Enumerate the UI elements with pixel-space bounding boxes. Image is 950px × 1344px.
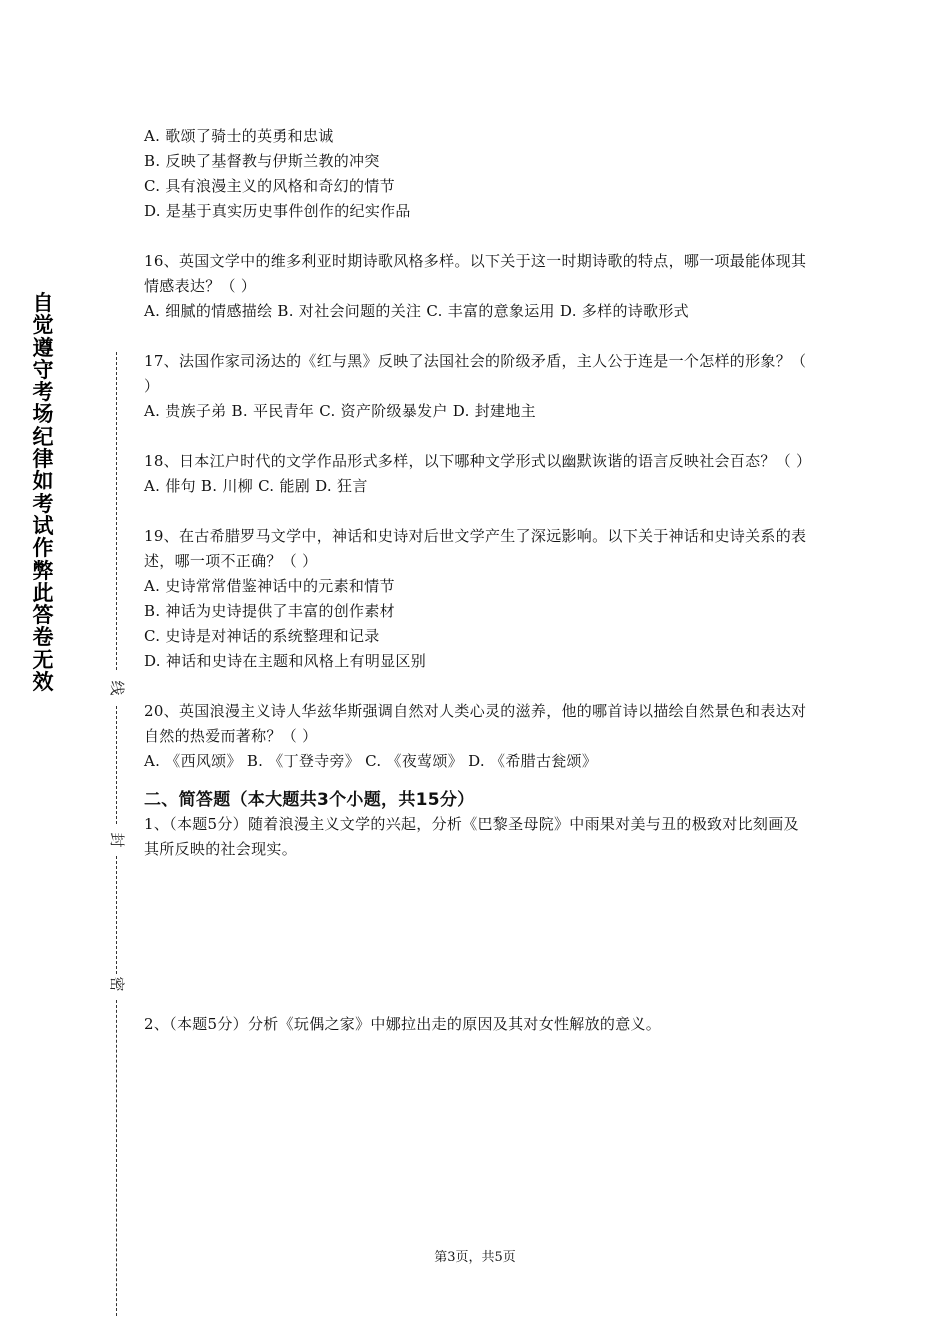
q18-options: A. 俳句 B. 川柳 C. 能剧 D. 狂言 <box>144 477 368 495</box>
q19-option-c: C. 史诗是对神话的系统整理和记录 <box>144 627 380 645</box>
section-2-title: 二、简答题（本大题共3个小题，共15分） <box>144 790 475 810</box>
page-number-footer: 第3页，共5页 <box>434 1250 516 1265</box>
q16-stem: 16、英国文学中的维多利亚时期诗歌风格多样。以下关于这一时期诗歌的特点，哪一项最能体现其情感表达？（ ） <box>144 252 807 295</box>
seal-label-seal: 封 <box>108 832 126 848</box>
exam-discipline-warning: 自觉遵守考场纪律如考试作弊此答卷无效 <box>32 291 54 695</box>
answer-space-1 <box>144 862 814 1012</box>
question-15-options <box>144 124 814 224</box>
short-answer-question-1: 1、（本题5分）随着浪漫主义文学的兴起，分析《巴黎圣母院》中雨果对美与丑的极致对比刻画及其所反映的社会现实。 <box>144 815 799 858</box>
q15-option-b: B. 反映了基督教与伊斯兰教的冲突 <box>144 152 380 170</box>
seal-dashed-line-segment <box>116 1000 117 1316</box>
q20-options: A. 《西风颂》 B. 《丁登寺旁》 C. 《夜莺颂》 D. 《希腊古瓮颂》 <box>144 752 598 770</box>
seal-dashed-line-segment <box>116 856 117 974</box>
q16-options: A. 细腻的情感描绘 B. 对社会问题的关注 C. 丰富的意象运用 D. 多样的诗歌形式 <box>144 302 689 320</box>
seal-label-close: 密 <box>108 976 126 992</box>
short-answer-question-2: 2、（本题5分）分析《玩偶之家》中娜拉出走的原因及其对女性解放的意义。 <box>144 1015 662 1033</box>
q15-option-c: C. 具有浪漫主义的风格和奇幻的情节 <box>144 177 395 195</box>
question-20 <box>144 699 814 774</box>
q19-stem: 19、在古希腊罗马文学中，神话和史诗对后世文学产生了深远影响。以下关于神话和史诗关系的表述，哪一项不正确？（ ） <box>144 527 807 570</box>
q18-stem: 18、日本江户时代的文学作品形式多样，以下哪种文学形式以幽默诙谐的语言反映社会百态？（ ） <box>144 452 812 470</box>
question-17 <box>144 349 814 424</box>
q17-options: A. 贵族子弟 B. 平民青年 C. 资产阶级暴发户 D. 封建地主 <box>144 402 536 420</box>
q17-stem: 17、法国作家司汤达的《红与黑》反映了法国社会的阶级矛盾，主人公于连是一个怎样的形象？（ ） <box>144 352 807 395</box>
question-content <box>144 124 814 1037</box>
seal-dashed-line-segment <box>116 706 117 824</box>
question-18 <box>144 449 814 499</box>
question-19 <box>144 524 814 674</box>
q20-stem: 20、英国浪漫主义诗人华兹华斯强调自然对人类心灵的滋养，他的哪首诗以描绘自然景色和表达对自然的热爱而著称？（ ） <box>144 702 807 745</box>
q15-option-a: A. 歌颂了骑士的英勇和忠诚 <box>144 127 334 145</box>
seal-dashed-line-segment <box>116 352 117 670</box>
q15-option-d: D. 是基于真实历史事件创作的纪实作品 <box>144 202 411 220</box>
question-16 <box>144 249 814 324</box>
q19-option-d: D. 神话和史诗在主题和风格上有明显区别 <box>144 652 427 670</box>
seal-label-line: 线 <box>108 680 126 696</box>
q19-option-a: A. 史诗常常借鉴神话中的元素和情节 <box>144 577 395 595</box>
q19-option-b: B. 神话为史诗提供了丰富的创作素材 <box>144 602 395 620</box>
